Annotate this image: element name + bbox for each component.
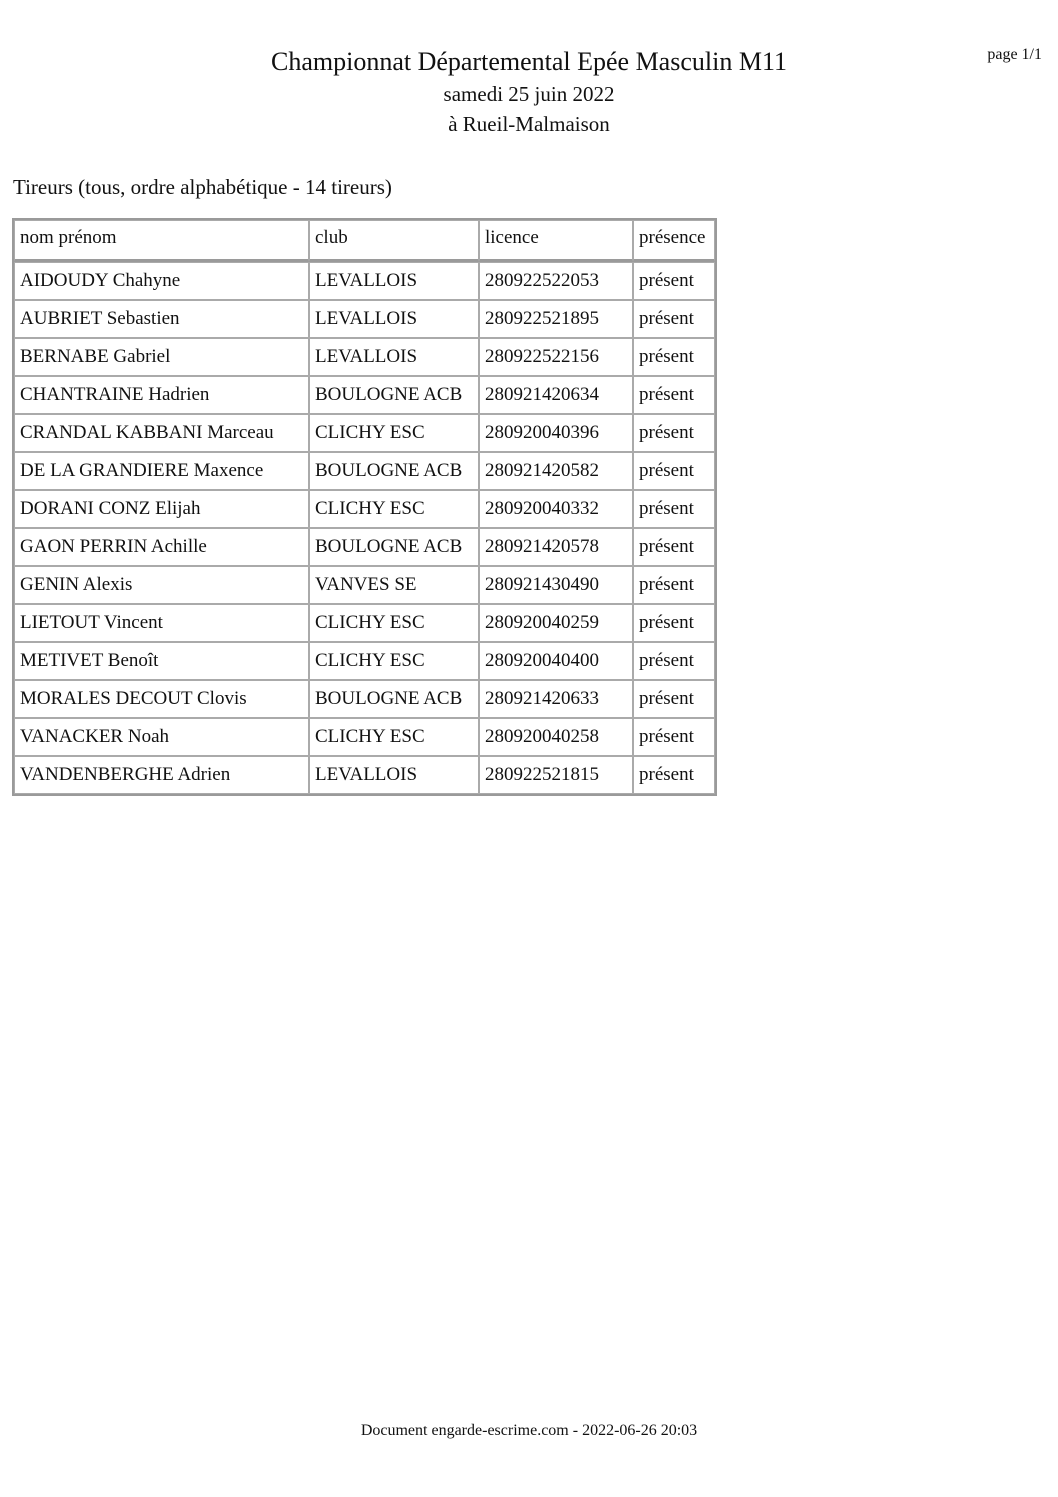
- table-row: [14, 566, 715, 604]
- cell-name: AIDOUDY Chahyne: [14, 262, 309, 300]
- cell-presence: présent: [633, 452, 715, 490]
- cell-name: GAON PERRIN Achille: [14, 528, 309, 566]
- cell-name: CRANDAL KABBANI Marceau: [14, 414, 309, 452]
- table-row: [14, 604, 715, 642]
- cell-club: BOULOGNE ACB: [309, 528, 479, 566]
- cell-club: LEVALLOIS: [309, 262, 479, 300]
- event-location: à Rueil-Malmaison: [448, 112, 610, 136]
- cell-name: LIETOUT Vincent: [14, 604, 309, 642]
- cell-presence: présent: [633, 756, 715, 794]
- cell-licence: 280922522156: [479, 338, 633, 376]
- table-row: [14, 756, 715, 794]
- column-header-presence: présence: [633, 220, 715, 262]
- document-header: [0, 45, 1058, 139]
- document-footer: Document engarde-escrime.com - 2022-06-26 20:03: [360, 1422, 698, 1439]
- table-row: [14, 490, 715, 528]
- cell-presence: présent: [633, 604, 715, 642]
- cell-presence: présent: [633, 718, 715, 756]
- cell-club: CLICHY ESC: [309, 490, 479, 528]
- cell-club: BOULOGNE ACB: [309, 452, 479, 490]
- cell-licence: 280920040396: [479, 414, 633, 452]
- cell-licence: 280921420633: [479, 680, 633, 718]
- table-row: [14, 338, 715, 376]
- table-row: [14, 300, 715, 338]
- column-header-club: club: [309, 220, 479, 262]
- cell-name: BERNABE Gabriel: [14, 338, 309, 376]
- table-row: [14, 262, 715, 300]
- cell-presence: présent: [633, 414, 715, 452]
- table-caption: Tireurs (tous, ordre alphabétique - 14 tireurs): [13, 175, 392, 199]
- cell-presence: présent: [633, 262, 715, 300]
- cell-licence: 280920040332: [479, 490, 633, 528]
- cell-name: CHANTRAINE Hadrien: [14, 376, 309, 414]
- cell-presence: présent: [633, 680, 715, 718]
- page-title: Championnat Départemental Epée Masculin M11: [270, 47, 787, 76]
- page-number: page 1/1: [987, 46, 1042, 63]
- cell-licence: 280922521895: [479, 300, 633, 338]
- table-row: [14, 680, 715, 718]
- table-row: [14, 528, 715, 566]
- cell-presence: présent: [633, 566, 715, 604]
- cell-presence: présent: [633, 642, 715, 680]
- cell-presence: présent: [633, 376, 715, 414]
- cell-club: LEVALLOIS: [309, 756, 479, 794]
- cell-club: CLICHY ESC: [309, 604, 479, 642]
- cell-presence: présent: [633, 528, 715, 566]
- column-header-licence: licence: [479, 220, 633, 262]
- cell-presence: présent: [633, 300, 715, 338]
- table-row: [14, 718, 715, 756]
- cell-licence: 280922521815: [479, 756, 633, 794]
- table-body: [14, 262, 715, 794]
- cell-club: BOULOGNE ACB: [309, 680, 479, 718]
- cell-presence: présent: [633, 338, 715, 376]
- cell-club: BOULOGNE ACB: [309, 376, 479, 414]
- cell-presence: présent: [633, 490, 715, 528]
- cell-licence: 280921420582: [479, 452, 633, 490]
- cell-licence: 280920040259: [479, 604, 633, 642]
- cell-licence: 280921420634: [479, 376, 633, 414]
- fencers-table: [12, 218, 717, 796]
- table-header-row: [14, 220, 715, 262]
- cell-name: DE LA GRANDIERE Maxence: [14, 452, 309, 490]
- cell-name: METIVET Benoît: [14, 642, 309, 680]
- column-header-name: nom prénom: [14, 220, 309, 262]
- table-row: [14, 414, 715, 452]
- cell-name: MORALES DECOUT Clovis: [14, 680, 309, 718]
- table-row: [14, 376, 715, 414]
- cell-club: CLICHY ESC: [309, 718, 479, 756]
- cell-licence: 280920040400: [479, 642, 633, 680]
- cell-name: VANACKER Noah: [14, 718, 309, 756]
- cell-licence: 280921420578: [479, 528, 633, 566]
- cell-licence: 280920040258: [479, 718, 633, 756]
- cell-licence: 280922522053: [479, 262, 633, 300]
- cell-club: CLICHY ESC: [309, 414, 479, 452]
- event-date: samedi 25 juin 2022: [443, 82, 615, 106]
- cell-club: LEVALLOIS: [309, 300, 479, 338]
- table-row: [14, 452, 715, 490]
- cell-name: AUBRIET Sebastien: [14, 300, 309, 338]
- cell-name: VANDENBERGHE Adrien: [14, 756, 309, 794]
- cell-club: VANVES SE: [309, 566, 479, 604]
- cell-name: DORANI CONZ Elijah: [14, 490, 309, 528]
- cell-name: GENIN Alexis: [14, 566, 309, 604]
- cell-club: CLICHY ESC: [309, 642, 479, 680]
- cell-licence: 280921430490: [479, 566, 633, 604]
- table-row: [14, 642, 715, 680]
- cell-club: LEVALLOIS: [309, 338, 479, 376]
